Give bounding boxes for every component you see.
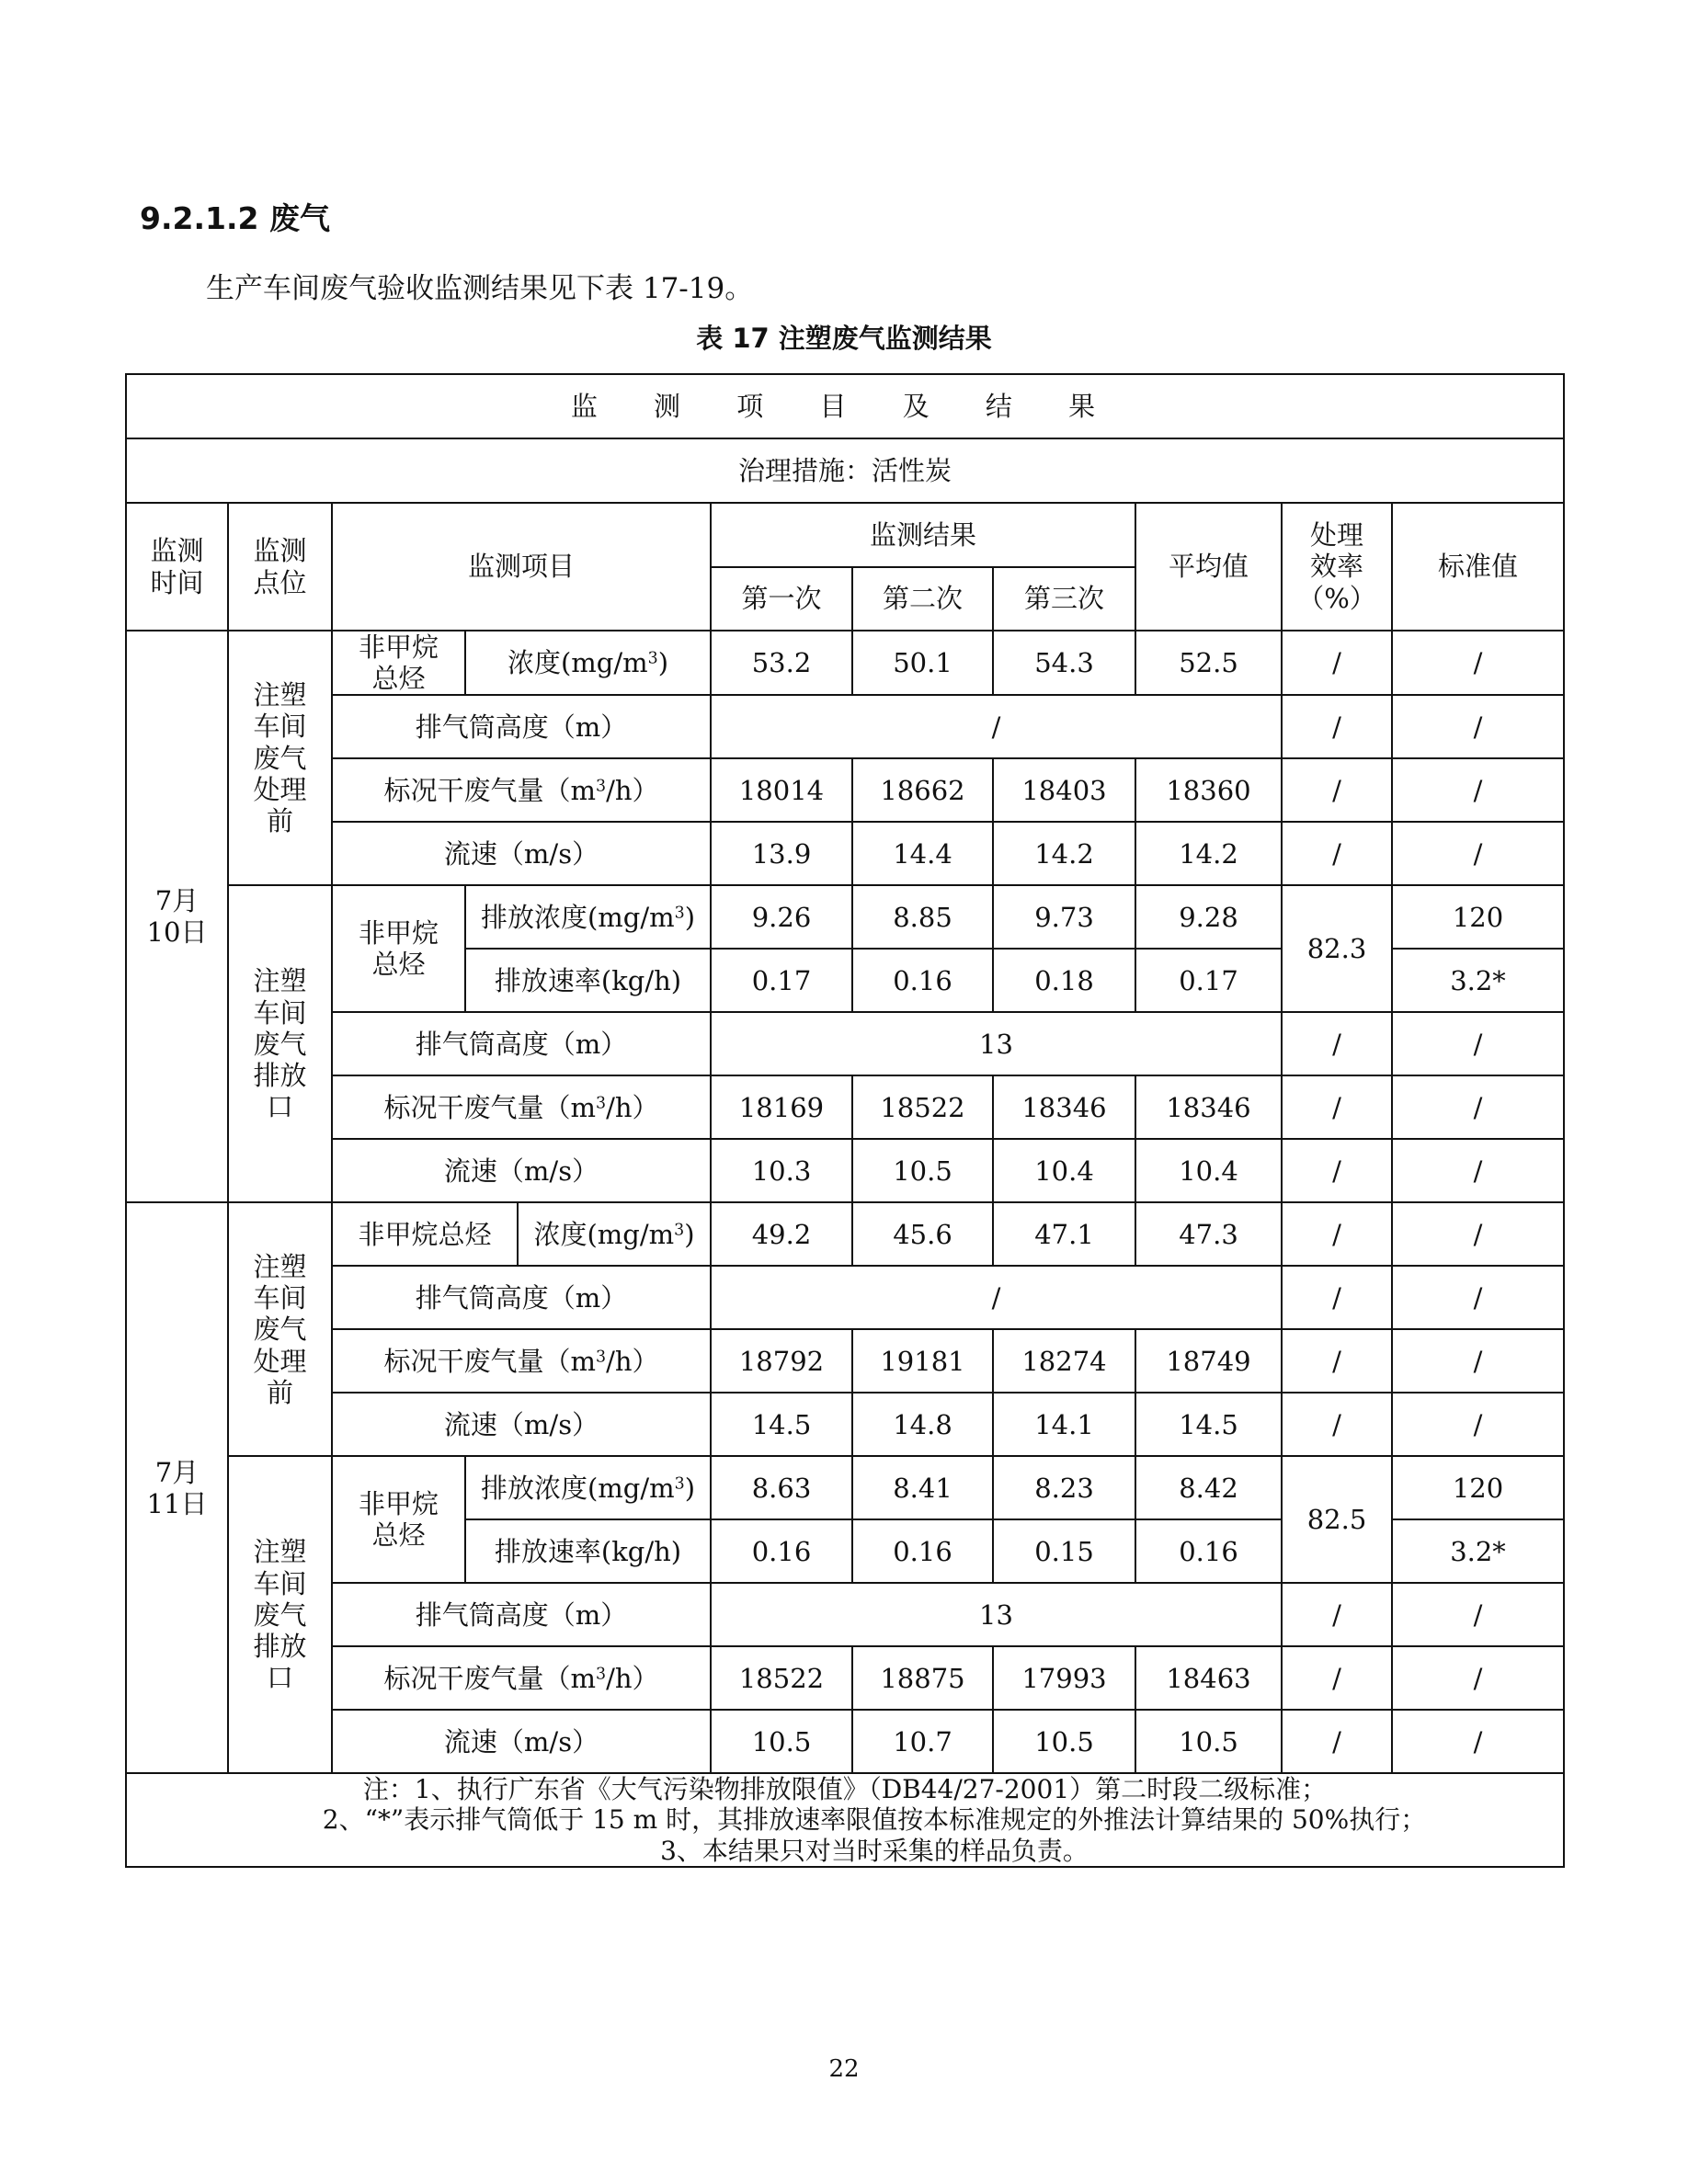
table-row [126, 1329, 1564, 1393]
value-cell: 52.5 [1135, 631, 1282, 695]
value-cell: / [1282, 1012, 1392, 1075]
value-cell: / [1392, 822, 1564, 885]
header-time: 监测 时间 [126, 503, 228, 631]
point-after: 注塑 车间 废气 排放 口 [228, 1456, 332, 1773]
value-cell: / [1282, 1646, 1392, 1710]
value-cell: 9.73 [993, 885, 1135, 949]
value-cell: 8.41 [852, 1456, 993, 1519]
efficiency-value: 82.3 [1282, 885, 1392, 1012]
value-cell: 0.16 [711, 1519, 852, 1583]
conc-label: 浓度$(mg/m^3)$ [465, 631, 711, 695]
value-cell: 0.16 [852, 949, 993, 1012]
note-3: 3、本结果只对当时采集的样品负责。 [660, 1835, 1089, 1866]
header-result: 监测结果 [711, 503, 1135, 567]
value-cell: 14.8 [852, 1393, 993, 1456]
table-row [126, 1393, 1564, 1456]
section-heading: 9.2.1.2 废气 [140, 200, 330, 236]
value-cell: 18522 [852, 1075, 993, 1139]
value-cell: 19181 [852, 1329, 993, 1393]
standard-value: 3.2* [1392, 949, 1564, 1012]
pollutant-label: 非甲烷 总烃 [332, 885, 465, 1012]
value-cell: 13.9 [711, 822, 852, 885]
value-cell: / [1282, 1139, 1392, 1202]
value-cell: 47.1 [993, 1202, 1135, 1266]
table-row [126, 1075, 1564, 1139]
value-cell: / [1282, 822, 1392, 885]
intro-paragraph: 生产车间废气验收监测结果见下表 17-19。 [206, 272, 754, 305]
table-title: 监 测 项 目 及 结 果 [126, 374, 1564, 438]
value-cell: 14.1 [993, 1393, 1135, 1456]
value-cell: 18662 [852, 758, 993, 822]
table-caption: 表 17 注塑废气监测结果 [696, 323, 992, 354]
value-cell: 10.5 [993, 1710, 1135, 1773]
value-cell: 18875 [852, 1646, 993, 1710]
table-row [126, 1266, 1564, 1329]
pollutant-label: 非甲烷 总烃 [332, 1456, 465, 1583]
table-row [126, 695, 1564, 758]
value-cell: / [1282, 1202, 1392, 1266]
value-cell: / [1282, 631, 1392, 695]
value-cell: 49.2 [711, 1202, 852, 1266]
pollutant-label: 非甲烷 总烃 [332, 631, 465, 695]
velocity-label: 流速（m/s） [332, 1393, 711, 1456]
value-cell: / [1282, 1266, 1392, 1329]
conc-label: 浓度$(mg/m^3)$ [518, 1202, 711, 1266]
value-cell: 18346 [1135, 1075, 1282, 1139]
value-cell: 18522 [711, 1646, 852, 1710]
value-cell: / [1282, 1075, 1392, 1139]
point-before: 注塑 车间 废气 处理 前 [228, 1202, 332, 1456]
value-cell: 8.42 [1135, 1456, 1282, 1519]
value-cell: 54.3 [993, 631, 1135, 695]
point-after: 注塑 车间 废气 排放 口 [228, 885, 332, 1202]
flow-label: 标况干废气量$(m^3/h)$ [332, 758, 711, 822]
header-efficiency: 处理 效率 （%） [1282, 503, 1392, 631]
height-value: / [711, 695, 1282, 758]
note-1: 注：1、执行广东省《大气污染物排放限值》（DB44/27-2001）第二时段二级标准； [362, 1774, 1328, 1805]
height-value: / [711, 1266, 1282, 1329]
standard-value: 120 [1392, 1456, 1564, 1519]
value-cell: / [1392, 1646, 1564, 1710]
table-notes [126, 1773, 1564, 1866]
value-cell: 0.16 [852, 1519, 993, 1583]
value-cell: 8.63 [711, 1456, 852, 1519]
rate-label: 排放速率(kg/h) [465, 949, 711, 1012]
value-cell: 47.3 [1135, 1202, 1282, 1266]
rate-label: 排放速率(kg/h) [465, 1519, 711, 1583]
value-cell: 18792 [711, 1329, 852, 1393]
value-cell: / [1392, 1012, 1564, 1075]
table-row [126, 1202, 1564, 1266]
value-cell: / [1392, 758, 1564, 822]
value-cell: 45.6 [852, 1202, 993, 1266]
value-cell: 9.26 [711, 885, 852, 949]
flow-label: 标况干废气量$(m^3/h)$ [332, 1329, 711, 1393]
value-cell: 10.4 [1135, 1139, 1282, 1202]
value-cell: 18346 [993, 1075, 1135, 1139]
header-avg: 平均值 [1135, 503, 1282, 631]
efficiency-value: 82.5 [1282, 1456, 1392, 1583]
value-cell: / [1392, 1075, 1564, 1139]
value-cell: / [1392, 1583, 1564, 1646]
value-cell: / [1392, 631, 1564, 695]
value-cell: / [1392, 1266, 1564, 1329]
header-third: 第三次 [993, 567, 1135, 631]
value-cell: 10.3 [711, 1139, 852, 1202]
table-row [126, 758, 1564, 822]
value-cell: 18014 [711, 758, 852, 822]
value-cell: 10.5 [852, 1139, 993, 1202]
conc-label: 排放浓度$(mg/m^3)$ [465, 885, 711, 949]
value-cell: / [1282, 1710, 1392, 1773]
value-cell: 18749 [1135, 1329, 1282, 1393]
table-row [126, 1646, 1564, 1710]
height-value: 13 [711, 1583, 1282, 1646]
date-cell: 7月 10日 [126, 631, 228, 1202]
monitoring-table [125, 373, 1565, 1868]
height-label: 排气筒高度（m） [332, 1012, 711, 1075]
velocity-label: 流速（m/s） [332, 1139, 711, 1202]
value-cell: 10.4 [993, 1139, 1135, 1202]
table-row [126, 1012, 1564, 1075]
value-cell: 8.23 [993, 1456, 1135, 1519]
value-cell: 14.4 [852, 822, 993, 885]
height-label: 排气筒高度（m） [332, 1583, 711, 1646]
value-cell: / [1392, 1393, 1564, 1456]
value-cell: / [1282, 1393, 1392, 1456]
header-first: 第一次 [711, 567, 852, 631]
table-row [126, 1139, 1564, 1202]
value-cell: 14.5 [711, 1393, 852, 1456]
height-label: 排气筒高度（m） [332, 695, 711, 758]
flow-label: 标况干废气量$(m^3/h)$ [332, 1646, 711, 1710]
velocity-label: 流速（m/s） [332, 1710, 711, 1773]
header-point: 监测 点位 [228, 503, 332, 631]
point-before: 注塑 车间 废气 处理 前 [228, 631, 332, 885]
flow-label: 标况干废气量$(m^3/h)$ [332, 1075, 711, 1139]
value-cell: / [1392, 1202, 1564, 1266]
treatment-measure: 治理措施：活性炭 [126, 438, 1564, 503]
table-row [126, 631, 1564, 695]
standard-value: 120 [1392, 885, 1564, 949]
pollutant-label: 非甲烷总烃 [332, 1202, 518, 1266]
value-cell: 10.7 [852, 1710, 993, 1773]
table-row [126, 822, 1564, 885]
header-standard: 标准值 [1392, 503, 1564, 631]
value-cell: 0.16 [1135, 1519, 1282, 1583]
value-cell: 18169 [711, 1075, 852, 1139]
value-cell: 0.15 [993, 1519, 1135, 1583]
date-cell: 7月 11日 [126, 1202, 228, 1773]
value-cell: 18403 [993, 758, 1135, 822]
table-row [126, 885, 1564, 949]
value-cell: 50.1 [852, 631, 993, 695]
value-cell: 0.17 [1135, 949, 1282, 1012]
value-cell: / [1282, 1329, 1392, 1393]
value-cell: 18360 [1135, 758, 1282, 822]
velocity-label: 流速（m/s） [332, 822, 711, 885]
value-cell: / [1392, 1710, 1564, 1773]
value-cell: 0.18 [993, 949, 1135, 1012]
value-cell: 10.5 [711, 1710, 852, 1773]
conc-label: 排放浓度$(mg/m^3)$ [465, 1456, 711, 1519]
header-item: 监测项目 [332, 503, 711, 631]
height-value: 13 [711, 1012, 1282, 1075]
table-row [126, 1456, 1564, 1519]
table-row [126, 1583, 1564, 1646]
value-cell: 10.5 [1135, 1710, 1282, 1773]
value-cell: 53.2 [711, 631, 852, 695]
value-cell: 8.85 [852, 885, 993, 949]
value-cell: 9.28 [1135, 885, 1282, 949]
value-cell: 14.2 [1135, 822, 1282, 885]
value-cell: 18463 [1135, 1646, 1282, 1710]
value-cell: 0.17 [711, 949, 852, 1012]
height-label: 排气筒高度（m） [332, 1266, 711, 1329]
value-cell: / [1392, 695, 1564, 758]
value-cell: 14.2 [993, 822, 1135, 885]
value-cell: / [1392, 1139, 1564, 1202]
value-cell: 14.5 [1135, 1393, 1282, 1456]
value-cell: / [1282, 1583, 1392, 1646]
page-number: 22 [828, 2055, 860, 2083]
value-cell: / [1282, 758, 1392, 822]
standard-value: 3.2* [1392, 1519, 1564, 1583]
value-cell: 18274 [993, 1329, 1135, 1393]
table-row [126, 1710, 1564, 1773]
header-second: 第二次 [852, 567, 993, 631]
value-cell: 17993 [993, 1646, 1135, 1710]
value-cell: / [1282, 695, 1392, 758]
value-cell: / [1392, 1329, 1564, 1393]
note-2: 2、“*”表示排气筒低于 15 m 时，其排放速率限值按本标准规定的外推法计算结果的 50%执行； [322, 1804, 1427, 1836]
